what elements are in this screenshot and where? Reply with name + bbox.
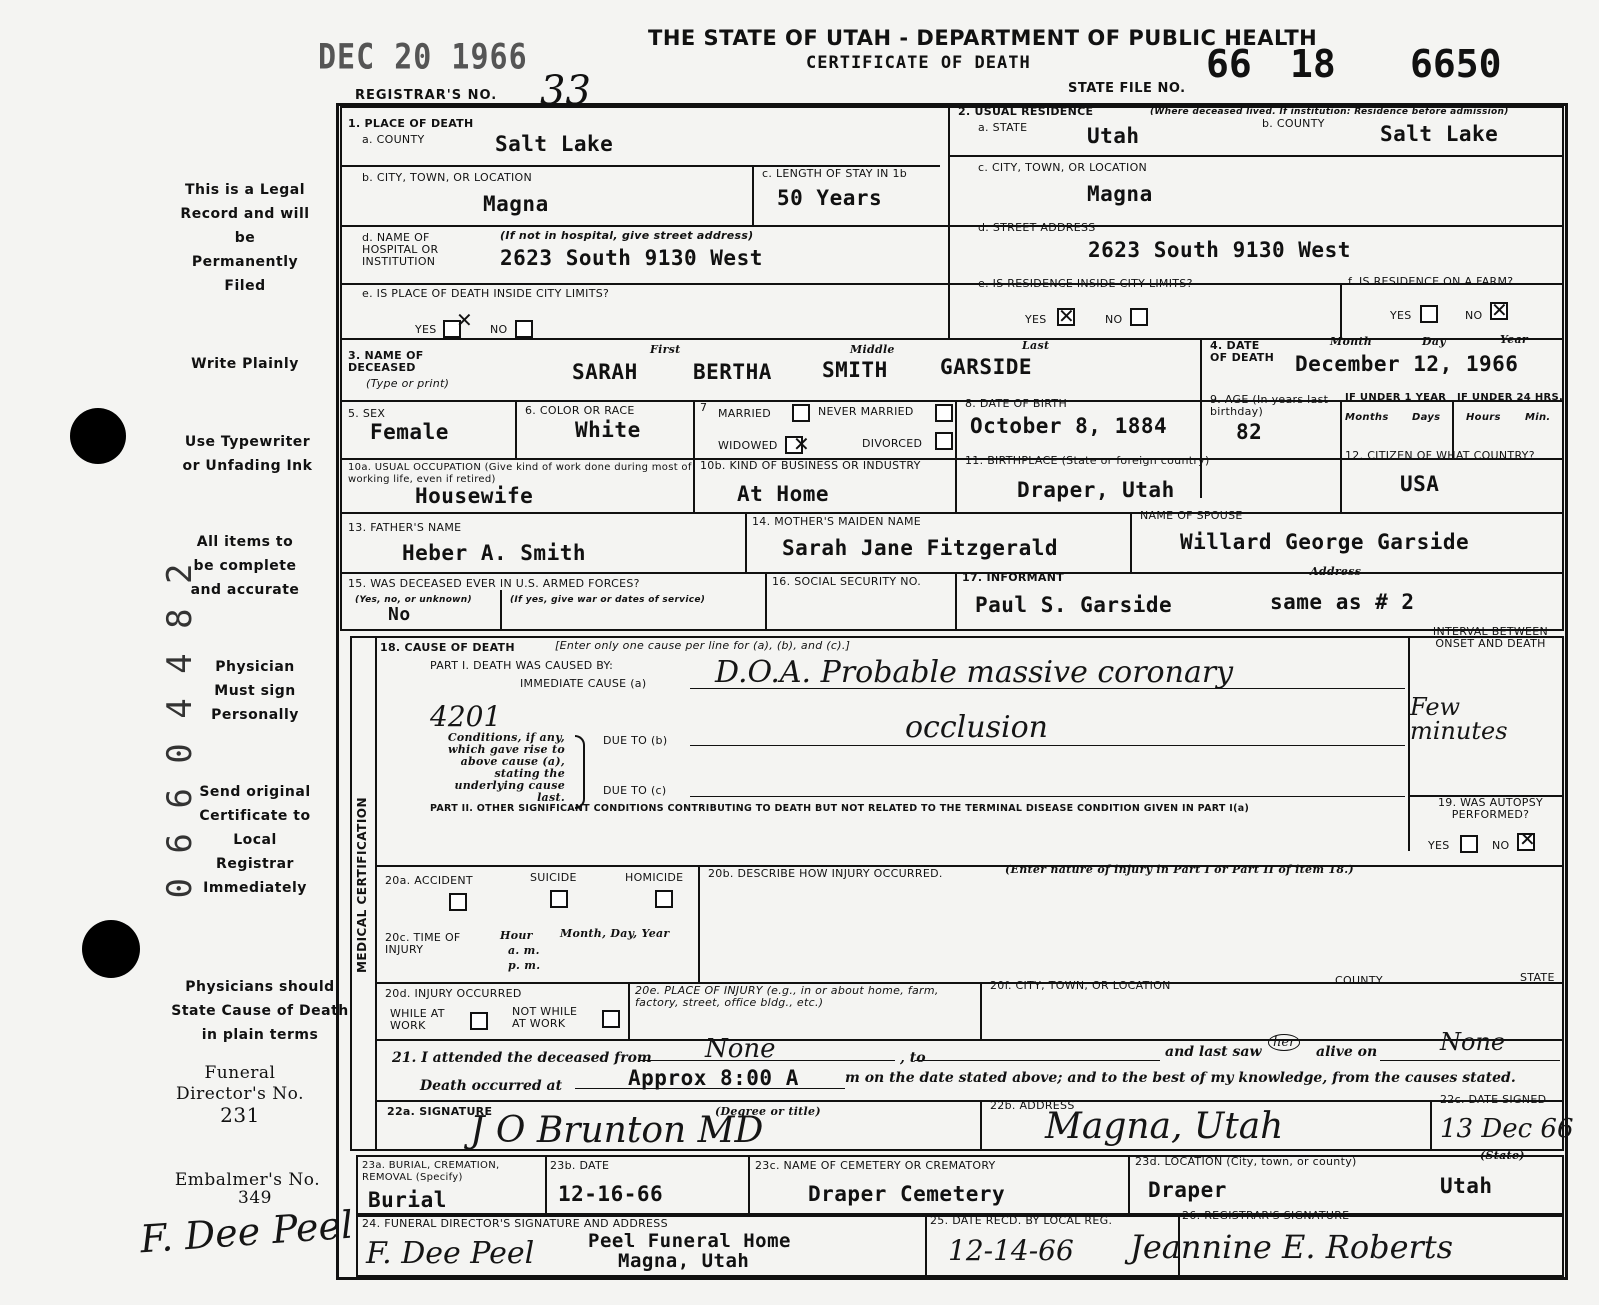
embalmer-number: 349 (238, 1188, 272, 1208)
label-cause-of-death: 18. CAUSE OF DEATH (380, 641, 515, 654)
checkbox-res-city-no[interactable] (1130, 308, 1148, 326)
label-informant: 17. INFORMANT (962, 571, 1065, 584)
label-business: 10b. KIND OF BUSINESS OR INDUSTRY (700, 459, 921, 472)
label-race: 6. COLOR OR RACE (525, 404, 635, 417)
value-res-state: Utah (1087, 124, 1140, 148)
label-month: Month (1330, 335, 1373, 348)
check-mark-widowed: ✕ (793, 432, 810, 456)
value-cause-a: D.O.A. Probable massive coronary (715, 655, 1234, 690)
check-mark-2e: ✕ (1058, 304, 1075, 328)
label-no-2f: NO (1465, 309, 1483, 322)
label-year: Year (1500, 333, 1529, 346)
label-county: a. COUNTY (362, 133, 425, 146)
value-funeral-city: Magna, Utah (618, 1250, 750, 1272)
label-date-of-birth: 8. DATE OF BIRTH (965, 397, 1068, 410)
label-never-married: NEVER MARRIED (818, 405, 914, 418)
label-signature: 22a. SIGNATURE (387, 1105, 493, 1118)
label-divorced: DIVORCED (862, 437, 923, 450)
value-burial-date: 12-16-66 (558, 1182, 664, 1206)
legal-record-note: This is a Legal Record and will be Permanently Filed (180, 182, 310, 294)
label-days: Days (1412, 412, 1441, 423)
checkbox-married[interactable] (792, 404, 810, 422)
checkbox-while-at-work[interactable] (470, 1012, 488, 1030)
label-hours: Hours (1466, 412, 1501, 423)
label-certify-text: m on the date stated above; and to the best of my knowledge, from the causes stated. (845, 1070, 1516, 1086)
value-funeral-home: Peel Funeral Home (588, 1230, 791, 1252)
label-burial-state: (State) (1480, 1149, 1525, 1162)
label-burial-location: 23d. LOCATION (City, town, or county) (1135, 1155, 1357, 1168)
label-alive-on: alive on (1316, 1044, 1378, 1060)
medical-certification-label: MEDICAL CERTIFICATION (355, 796, 369, 974)
checkbox-homicide[interactable] (655, 890, 673, 908)
label-length-of-stay: c. LENGTH OF STAY IN 1b (762, 167, 908, 180)
label-father: 13. FATHER'S NAME (348, 521, 462, 534)
label-due-b: DUE TO (b) (603, 734, 668, 747)
label-day: Day (1422, 335, 1446, 348)
value-county: Salt Lake (495, 132, 614, 156)
value-father: Heber A. Smith (402, 541, 587, 565)
label-birthplace: 11. BIRTHPLACE (State or foreign country) (965, 454, 1210, 467)
label-yes-2f: YES (1390, 309, 1412, 322)
checkbox-farm-yes[interactable] (1420, 305, 1438, 323)
value-date-signed: 13 Dec 66 (1440, 1114, 1574, 1144)
checkbox-divorced[interactable] (935, 432, 953, 450)
value-her-him: her (1268, 1034, 1300, 1051)
value-race: White (575, 418, 641, 442)
check-mark-19: ✕ (1519, 827, 1536, 851)
state-file-label: STATE FILE NO. (1068, 81, 1186, 96)
value-burial-location: Draper (1148, 1178, 1227, 1202)
label-injury-county: COUNTY (1335, 974, 1383, 987)
label-injury-occurred: 20d. INJURY OCCURRED (385, 987, 522, 1000)
label-burial: 23a. BURIAL, CREMATION, REMOVAL (Specify) (362, 1160, 500, 1183)
label-social-security: 16. SOCIAL SECURITY NO. (772, 575, 922, 588)
value-physician-address: Magna, Utah (1045, 1106, 1284, 1147)
state-file-number-c: 6650 (1410, 42, 1502, 86)
label-under-24-hrs: IF UNDER 24 HRS. (1457, 392, 1564, 403)
label-occupation: 10a. USUAL OCCUPATION (Give kind of work done during most of working life, even if retired) (348, 462, 692, 485)
state-file-number-b: 18 (1290, 42, 1336, 86)
label-no-2e: NO (1105, 313, 1123, 326)
value-last-name: GARSIDE (940, 355, 1033, 379)
label-death-occurred: Death occurred at (420, 1078, 563, 1094)
label-month-day-year: Month, Day, Year (560, 927, 670, 940)
funeral-director-label: Funeral Director's No. (176, 1063, 304, 1104)
value-city: Magna (483, 192, 549, 216)
value-alive-on: None (1440, 1028, 1506, 1056)
value-res-street: 2623 South 9130 West (1088, 238, 1351, 262)
label-spouse: NAME OF SPOUSE (1140, 509, 1243, 522)
value-date-of-death: December 12, 1966 (1295, 352, 1519, 376)
label-no-1e: NO (490, 323, 508, 336)
label-months: Months (1345, 412, 1389, 423)
label-accident: 20a. ACCIDENT (385, 874, 473, 887)
brace (575, 735, 585, 809)
value-physician-signature: J O Brunton MD (470, 1110, 764, 1151)
label-last: Last (1022, 339, 1050, 352)
label-injury-note: (Enter nature of injury in Part I or Part II of item 18.) (1005, 863, 1354, 876)
label-first: First (650, 343, 681, 356)
value-cause-code: 4201 (430, 700, 502, 733)
label-no-19: NO (1492, 839, 1510, 852)
label-date-of-death: 4. DATE OF DEATH (1210, 339, 1275, 364)
value-sex: Female (370, 420, 449, 444)
label-informant-address: Address (1310, 565, 1362, 578)
label-due-c: DUE TO (c) (603, 784, 667, 797)
label-cause-note: [Enter only one cause per line for (a), (b), and (c).] (555, 639, 851, 652)
value-length-of-stay: 50 Years (777, 186, 883, 210)
stamp-date: DEC 20 1966 (318, 37, 528, 78)
label-injury-state: STATE (1520, 971, 1555, 984)
label-res-city-limits: e. IS RESIDENCE INSIDE CITY LIMITS? (978, 277, 1193, 290)
value-funeral-director-signature: F. Dee Peel (366, 1236, 535, 1271)
label-immediate-cause: IMMEDIATE CAUSE (a) (520, 677, 647, 690)
label-degree: (Degree or title) (715, 1105, 821, 1118)
physicians-state-note: Physicians should State Cause of Death in plain terms (171, 979, 349, 1043)
label-part1: PART I. DEATH WAS CAUSED BY: (430, 659, 614, 672)
label-married: MARRIED (718, 407, 772, 420)
label-armed-forces: 15. WAS DECEASED EVER IN U.S. ARMED FORCES? (348, 577, 640, 590)
label-yes-19: YES (1428, 839, 1450, 852)
value-death-time: Approx 8:00 A (628, 1066, 799, 1090)
label-autopsy: 19. WAS AUTOPSY PERFORMED? (1437, 796, 1544, 821)
label-injury-description: 20b. DESCRIBE HOW INJURY OCCURRED. (708, 867, 943, 880)
value-birthplace: Draper, Utah (1017, 478, 1175, 502)
label-time-of-injury: 20c. TIME OF INJURY (385, 931, 461, 956)
label-usual-residence-note: (Where deceased lived. If institution: Residence before admission) (1150, 107, 1509, 117)
value-occupation: Housewife (415, 484, 534, 508)
punch-hole-bottom (82, 920, 140, 978)
label-conditions: Conditions, if any, which gave rise to above cause (a), stating the underlying cause last. (447, 731, 565, 804)
value-middle-name: SMITH (822, 358, 888, 382)
label-interval: INTERVAL BETWEEN ONSET AND DEATH (1432, 625, 1549, 650)
registrar-number: 33 (540, 68, 591, 114)
label-burial-date: 23b. DATE (550, 1159, 610, 1172)
checkbox-never-married[interactable] (935, 404, 953, 422)
label-usual-residence: 2. USUAL RESIDENCE (958, 105, 1094, 118)
label-res-city: c. CITY, TOWN, OR LOCATION (978, 161, 1148, 174)
label-res-county: b. COUNTY (1262, 117, 1325, 130)
label-injury-city: 20f. CITY, TOWN, OR LOCATION (990, 979, 1171, 992)
label-city: b. CITY, TOWN, OR LOCATION (362, 171, 533, 184)
checkbox-not-while-at-work[interactable] (602, 1010, 620, 1028)
typewriter-note: Use Typewriter or Unfading Ink (182, 434, 313, 474)
certificate-title: THE STATE OF UTAH - DEPARTMENT OF PUBLIC HEALTH (648, 26, 1318, 50)
label-middle: Middle (850, 343, 895, 356)
punch-hole-top (70, 408, 126, 464)
certificate-subtitle: CERTIFICATE OF DEATH (806, 53, 1031, 73)
value-attended-from: None (705, 1034, 776, 1064)
value-age: 82 (1236, 420, 1263, 444)
value-burial-state: Utah (1440, 1174, 1493, 1198)
label-res-street: d. STREET ADDRESS (978, 221, 1096, 234)
label-place-of-injury: 20e. PLACE OF INJURY (e.g., in or about home, farm, factory, street, office bldg., etc.) (635, 984, 939, 1009)
label-res-state: a. STATE (978, 121, 1028, 134)
label-marital: 7 (700, 401, 708, 414)
label-to: , to (900, 1050, 926, 1066)
value-date-of-birth: October 8, 1884 (970, 414, 1168, 438)
label-cemetery: 23c. NAME OF CEMETERY OR CREMATORY (755, 1159, 996, 1172)
value-hospital: 2623 South 9130 West (500, 246, 763, 270)
label-hospital-note: (If not in hospital, give street address) (500, 229, 754, 242)
value-second-name: BERTHA (693, 360, 772, 384)
label-funeral-director: 24. FUNERAL DIRECTOR'S SIGNATURE AND ADDRESS (362, 1217, 668, 1230)
label-armed-note: (Yes, no, or unknown) (355, 595, 472, 605)
value-armed-forces: No (388, 604, 411, 625)
label-yes-2e: YES (1025, 313, 1047, 326)
label-sex: 5. SEX (348, 407, 386, 420)
label-attended-from: 21. I attended the deceased from (392, 1050, 652, 1066)
value-interval: Few minutes (1410, 693, 1508, 745)
label-mother: 14. MOTHER'S MAIDEN NAME (752, 515, 922, 528)
label-widowed: WIDOWED (718, 439, 778, 452)
value-business: At Home (737, 482, 830, 506)
value-citizen: USA (1400, 472, 1440, 496)
label-not-while-at-work: NOT WHILE AT WORK (512, 1005, 578, 1030)
embalmer-signature: F. Dee Peel (138, 1202, 355, 1262)
label-name-deceased: 3. NAME OF DECEASED (348, 349, 424, 374)
label-registrar-signature: 26. REGISTRAR'S SIGNATURE (1182, 1209, 1350, 1222)
value-res-city: Magna (1087, 182, 1153, 206)
label-physician-address: 22b. ADDRESS (990, 1099, 1075, 1112)
embalmer-label: Embalmer's No. (174, 1170, 321, 1190)
label-date-received: 25. DATE RECD. BY LOCAL REG. (930, 1214, 1113, 1227)
value-cause-a-continued: occlusion (905, 710, 1048, 745)
registrar-label: REGISTRAR'S NO. (355, 88, 498, 103)
value-mother: Sarah Jane Fitzgerald (782, 536, 1059, 560)
physician-sign-note: Physician Must sign Personally (211, 659, 299, 723)
state-file-number-a: 66 (1206, 42, 1252, 86)
value-informant-address: same as # 2 (1270, 590, 1415, 614)
label-name-note: (Type or print) (366, 377, 450, 390)
checkbox-death-city-no[interactable] (515, 320, 533, 338)
value-cemetery: Draper Cemetery (808, 1182, 1006, 1206)
label-farm: f. IS RESIDENCE ON A FARM? (1348, 275, 1514, 288)
label-date-signed: 22c. DATE SIGNED (1440, 1093, 1547, 1106)
check-mark-1e: ✕ (456, 308, 473, 332)
label-death-city-limits: e. IS PLACE OF DEATH INSIDE CITY LIMITS? (362, 287, 610, 300)
label-suicide: SUICIDE (530, 871, 577, 884)
label-age: 9. AGE (In years last birthday) (1210, 393, 1329, 418)
value-informant: Paul S. Garside (975, 593, 1173, 617)
label-am: a. m. (508, 944, 540, 957)
label-place-of-death: 1. PLACE OF DEATH (348, 117, 474, 130)
checkbox-suicide[interactable] (550, 890, 568, 908)
label-part2: PART II. OTHER SIGNIFICANT CONDITIONS CONTRIBUTING TO DEATH BUT NOT RELATED TO THE TERMINAL DISEASE CONDITION GIVEN IN PART I(a) (430, 803, 1250, 814)
value-res-county: Salt Lake (1380, 122, 1499, 146)
label-while-at-work: WHILE AT WORK (390, 1007, 445, 1032)
checkbox-autopsy-yes[interactable] (1460, 835, 1478, 853)
label-hospital: d. NAME OF HOSPITAL OR INSTITUTION (362, 231, 439, 268)
write-plainly-note: Write Plainly (191, 356, 299, 372)
label-citizen: 12. CITIZEN OF WHAT COUNTRY? (1345, 449, 1535, 462)
funeral-director-number: 231 (220, 1103, 260, 1127)
label-last-saw: and last saw (1165, 1044, 1262, 1060)
label-under-1-year: IF UNDER 1 YEAR (1345, 392, 1447, 403)
label-armed-dates-note: (If yes, give war or dates of service) (510, 595, 706, 605)
complete-note: All items to be complete and accurate (190, 534, 300, 598)
label-pm: p. m. (508, 959, 541, 972)
send-original-note: Send original Certificate to Local Registrar Immediately (199, 784, 311, 896)
label-min: Min. (1525, 412, 1551, 423)
value-burial: Burial (368, 1188, 447, 1212)
label-hour: Hour (500, 929, 533, 942)
serial-number: 0 6 6 0 4 4 8 2 (160, 561, 200, 899)
value-first-name: SARAH (572, 360, 638, 384)
check-mark-2f: ✕ (1491, 298, 1508, 322)
checkbox-accident[interactable] (449, 893, 467, 911)
value-spouse: Willard George Garside (1180, 530, 1470, 554)
label-homicide: HOMICIDE (625, 871, 684, 884)
value-date-received: 12-14-66 (948, 1234, 1074, 1267)
label-yes-1e: YES (415, 323, 437, 336)
value-registrar-signature: Jeannine E. Roberts (1130, 1228, 1454, 1266)
